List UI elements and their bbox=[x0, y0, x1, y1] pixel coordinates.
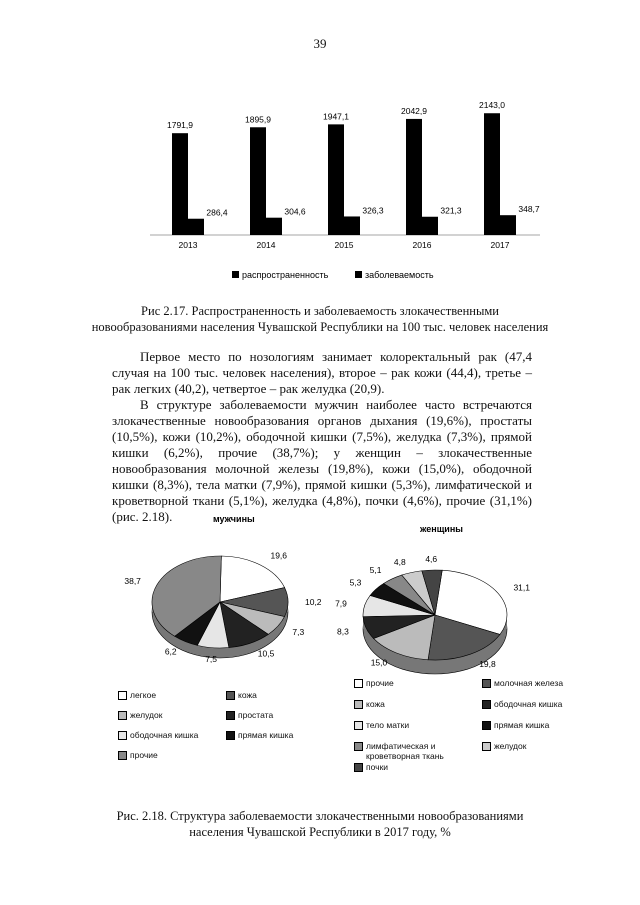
pie-data-label: 4,8 bbox=[393, 556, 406, 567]
legend-item bbox=[354, 720, 476, 730]
legend-item bbox=[482, 678, 604, 688]
pie-charts bbox=[105, 510, 545, 685]
men-legend bbox=[118, 690, 318, 770]
legend-label: прямая кишка bbox=[494, 720, 550, 730]
legend-item bbox=[118, 730, 220, 740]
bar-incidence bbox=[500, 215, 516, 235]
legend-label: почки bbox=[366, 762, 389, 772]
legend-item bbox=[354, 741, 476, 761]
paragraph: В структуре заболеваемости мужчин наиболее часто встречаются злокачественные новообразования органов дыхания (19,6%), простаты (10,5%), кожи (10,2%), ободочной кишки (7,5%), желудка (7,3%), прямой кишки (6,2%), прочие (38,7%); у женщин – злокачественные новообразования молочной железы (19,8%), кожи (15,0%), ободочной кишки (8,3%), тела матки (7,9%), прямой кишки (5,3%), лимфатической и кроветворной ткани (5,1%), желудка (4,8%), почки (4,6%), прочие (31,1%) (рис. 2.18). bbox=[112, 397, 532, 524]
pie-data-label: 6,2 bbox=[164, 646, 177, 657]
bar-prevalence bbox=[250, 127, 266, 235]
legend-label: лимфатическая и кроветворная ткань bbox=[366, 741, 444, 761]
legend-label: желудок bbox=[130, 710, 163, 720]
legend-item bbox=[354, 678, 476, 688]
legend-swatch bbox=[482, 721, 491, 730]
pie-data-label: 5,3 bbox=[349, 577, 362, 588]
legend-swatch bbox=[482, 700, 491, 709]
legend-item bbox=[354, 762, 476, 772]
data-label-prevalence: 1895,9 bbox=[245, 114, 271, 125]
data-label-incidence: 326,3 bbox=[362, 205, 384, 216]
legend-label: желудок bbox=[494, 741, 527, 751]
data-label-incidence: 321,3 bbox=[440, 205, 462, 216]
legend-item bbox=[482, 720, 604, 730]
pie-data-label: 19,8 bbox=[479, 658, 496, 669]
pie-data-label: 7,5 bbox=[205, 654, 218, 665]
legend-label: кожа bbox=[238, 690, 257, 700]
caption-line: новообразованиями населения Чувашской Республики на 100 тыс. человек населения bbox=[91, 320, 549, 334]
legend-swatch bbox=[482, 679, 491, 688]
legend-swatch-prevalence bbox=[232, 271, 239, 278]
legend-label: ободочная кишка bbox=[130, 730, 199, 740]
pie-data-label: 38,7 bbox=[124, 575, 141, 586]
legend-swatch bbox=[226, 691, 235, 700]
legend-label: прочие bbox=[130, 750, 158, 760]
figure-2-18-caption bbox=[60, 808, 580, 840]
paragraph: Первое место по нозологиям занимает колоректальный рак (47,4 случая на 100 тыс. человек населения), второе – рак кожи (44,4), третье – рак легких (40,2), четвертое – рак желудка (20,9). bbox=[112, 349, 532, 396]
legend-item bbox=[482, 699, 604, 709]
legend-swatch bbox=[118, 691, 127, 700]
pie-data-label: 19,6 bbox=[270, 550, 288, 561]
legend-swatch-incidence bbox=[355, 271, 362, 278]
body-text bbox=[112, 349, 532, 525]
legend-item bbox=[354, 699, 476, 709]
legend-label: молочная железа bbox=[494, 678, 564, 688]
pie-data-label: 31,1 bbox=[513, 582, 531, 593]
figure-2-17-caption bbox=[60, 303, 580, 335]
pie-data-label: 10,5 bbox=[257, 648, 275, 659]
data-label-prevalence: 1947,1 bbox=[323, 111, 349, 122]
legend-swatch bbox=[354, 763, 363, 772]
legend-swatch bbox=[118, 751, 127, 760]
caption-line: Рис 2.17. Распространенность и заболеваемость злокачественными bbox=[141, 304, 499, 318]
women-chart-title: женщины bbox=[420, 524, 463, 534]
legend-item bbox=[226, 710, 328, 720]
legend-item bbox=[118, 710, 220, 720]
legend-label: легкое bbox=[130, 690, 157, 700]
data-label-incidence: 304,6 bbox=[284, 206, 306, 217]
bar-prevalence bbox=[328, 124, 344, 235]
bar-prevalence bbox=[172, 133, 188, 235]
legend-incidence: заболеваемость bbox=[365, 270, 434, 280]
legend-swatch bbox=[482, 742, 491, 751]
x-tick-label: 2016 bbox=[412, 240, 432, 250]
legend-swatch bbox=[118, 711, 127, 720]
women-legend bbox=[354, 678, 564, 793]
legend-label: прочие bbox=[366, 678, 394, 688]
legend-swatch bbox=[226, 711, 235, 720]
men-chart-title: мужчины bbox=[213, 514, 255, 524]
pie-data-label: 10,2 bbox=[304, 597, 322, 608]
bar-incidence bbox=[188, 219, 204, 235]
x-tick-label: 2017 bbox=[490, 240, 510, 250]
legend-prevalence: распространенность bbox=[242, 270, 329, 280]
legend-item bbox=[118, 750, 220, 760]
bar-prevalence bbox=[406, 119, 422, 235]
legend-label: прямая кишка bbox=[238, 730, 294, 740]
legend-item bbox=[226, 730, 328, 740]
legend-swatch bbox=[354, 721, 363, 730]
page-number: 39 bbox=[313, 36, 327, 51]
bar-prevalence bbox=[484, 113, 500, 235]
pie-data-label: 4,6 bbox=[425, 553, 438, 564]
x-tick-label: 2014 bbox=[256, 240, 276, 250]
legend-swatch bbox=[118, 731, 127, 740]
legend-label: тело матки bbox=[366, 720, 410, 730]
legend-swatch bbox=[354, 742, 363, 751]
legend-swatch bbox=[226, 731, 235, 740]
legend-swatch bbox=[354, 679, 363, 688]
legend-item bbox=[118, 690, 220, 700]
data-label-prevalence: 2042,9 bbox=[401, 105, 427, 116]
legend-item bbox=[482, 741, 604, 751]
x-tick-label: 2013 bbox=[178, 240, 198, 250]
data-label-incidence: 286,4 bbox=[206, 207, 228, 218]
x-tick-label: 2015 bbox=[334, 240, 354, 250]
caption-line: населения Чувашской Республики в 2017 году, % bbox=[189, 825, 451, 839]
pie-data-label: 15,0 bbox=[370, 657, 388, 668]
pie-data-label: 8,3 bbox=[337, 626, 349, 637]
bar-incidence bbox=[344, 216, 360, 235]
bar-incidence bbox=[422, 217, 438, 235]
data-label-incidence: 348,7 bbox=[518, 204, 540, 215]
bar-chart bbox=[150, 80, 540, 295]
legend-item bbox=[226, 690, 328, 700]
pie-data-label: 7,3 bbox=[292, 627, 305, 638]
caption-line: Рис. 2.18. Структура заболеваемости злокачественными новообразованиями bbox=[116, 809, 524, 823]
data-label-prevalence: 1791,9 bbox=[167, 120, 193, 131]
legend-label: кожа bbox=[366, 699, 385, 709]
legend-swatch bbox=[354, 700, 363, 709]
pie-data-label: 5,1 bbox=[369, 564, 382, 575]
bar-incidence bbox=[266, 218, 282, 235]
data-label-prevalence: 2143,0 bbox=[479, 100, 505, 111]
legend-label: простата bbox=[238, 710, 274, 720]
legend-label: ободочная кишка bbox=[494, 699, 563, 709]
pie-data-label: 7,9 bbox=[335, 598, 347, 609]
